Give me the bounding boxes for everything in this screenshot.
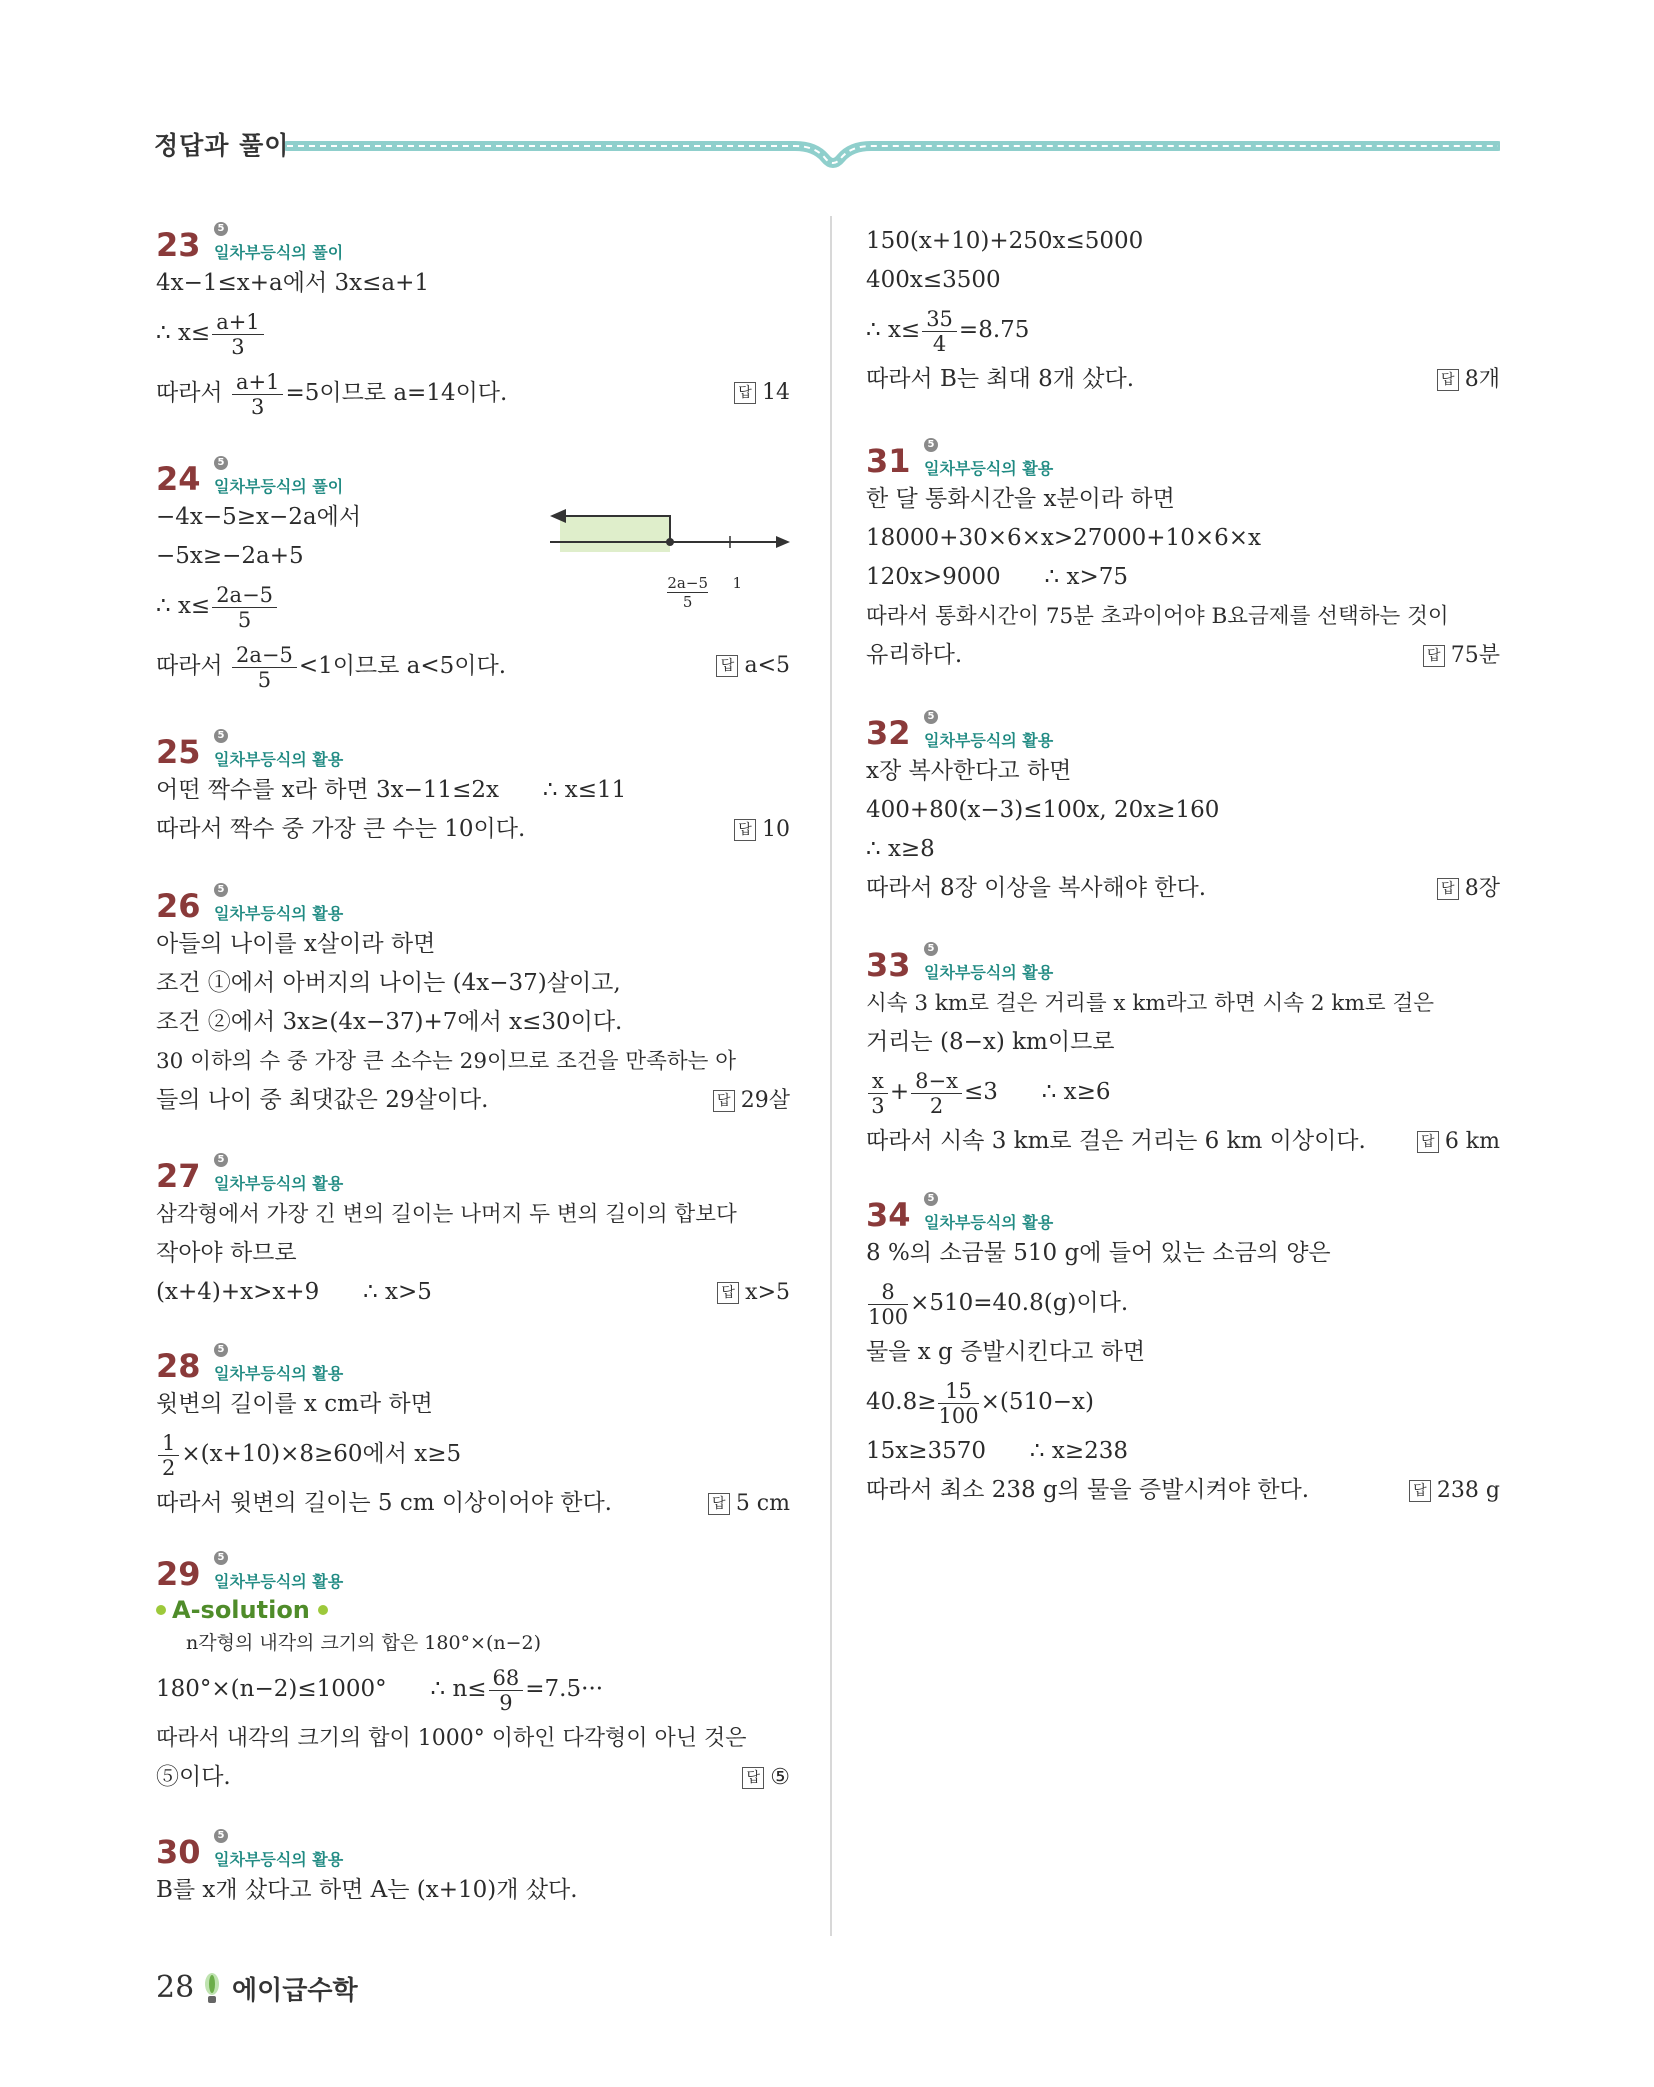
- answer-value: ⑤: [770, 1765, 790, 1790]
- solution-line: 따라서 내각의 크기의 합이 1000° 이하인 다각형이 아닌 것은: [156, 1726, 747, 1751]
- problem-23: [156, 222, 790, 422]
- denominator: 4: [932, 331, 947, 356]
- solution-line: [866, 1372, 1500, 1432]
- left-column: [156, 222, 790, 1919]
- problem-28: [156, 1343, 790, 1523]
- numerator: 2a−5: [667, 574, 708, 592]
- problem-33: [866, 942, 1500, 1164]
- answer-mark-icon: 답: [1409, 1480, 1431, 1502]
- bullet-icon: [156, 1605, 166, 1615]
- denominator: 5: [257, 667, 272, 692]
- text: 따라서 B는 최대 8개 샀다.: [866, 366, 1135, 392]
- answer: [734, 810, 790, 849]
- solution-line: [156, 1484, 790, 1523]
- solution-line: [866, 636, 1500, 675]
- fraction: [868, 1280, 908, 1329]
- problem-topic: 일차부등식의 활용: [924, 731, 1054, 750]
- text: 따라서: [156, 380, 223, 406]
- solution-line: x장 복사한다고 하면: [866, 758, 1072, 784]
- solution-line: [866, 1062, 1500, 1122]
- text: 따라서 8장 이상을 복사해야 한다.: [866, 875, 1207, 901]
- text: (x+4)+x>x+9 ∴ x>5: [156, 1279, 432, 1305]
- numerator: 15: [938, 1379, 978, 1404]
- problem-number: 26: [156, 887, 201, 925]
- answer-value: 10: [762, 817, 790, 842]
- problem-31: [866, 438, 1500, 678]
- solution-line: 150(x+10)+250x≤5000: [866, 228, 1144, 254]
- text: ∴ x≤: [156, 320, 211, 346]
- answer-value: a<5: [744, 653, 790, 678]
- answer-mark-icon: 답: [716, 655, 738, 677]
- solution-line: 물을 x g 증발시킨다고 하면: [866, 1339, 1146, 1365]
- problem-27: [156, 1153, 790, 1315]
- answer: [734, 363, 790, 423]
- solution-line: [156, 1081, 790, 1120]
- answer: [1437, 869, 1500, 908]
- fraction: [212, 310, 263, 359]
- problem-number: 31: [866, 442, 911, 480]
- answer: [713, 1081, 790, 1120]
- page-header-title: 정답과 풀이: [154, 131, 290, 160]
- solution-line: 120x>9000 ∴ x>75: [866, 564, 1128, 590]
- level-badge: 5: [924, 942, 938, 956]
- solution-line: [156, 1758, 790, 1797]
- problem-25: [156, 729, 790, 849]
- text: =5이므로 a=14이다.: [285, 380, 508, 406]
- numerator: 68: [489, 1666, 524, 1691]
- answer: [717, 1273, 790, 1312]
- answer-mark-icon: 답: [1437, 369, 1459, 391]
- fraction: [158, 1431, 179, 1480]
- denominator: 100: [868, 1304, 909, 1329]
- text: 들의 나이 중 최댓값은 29살이다.: [156, 1087, 489, 1113]
- level-badge: 5: [924, 438, 938, 452]
- brand-logo: 에이급수학: [232, 1976, 358, 2006]
- solution-line: [866, 869, 1500, 908]
- solution-line: −5x≥−2a+5: [156, 543, 304, 569]
- answer-mark-icon: 답: [1423, 645, 1445, 667]
- text: 따라서 시속 3 km로 걸은 거리는 6 km 이상이다.: [866, 1128, 1366, 1154]
- problem-26: [156, 883, 790, 1123]
- text: +: [889, 1079, 910, 1105]
- problem-topic: 일차부등식의 활용: [214, 1174, 344, 1193]
- text: 따라서 짝수 중 가장 큰 수는 10이다.: [156, 816, 526, 842]
- problem-number: 28: [156, 1347, 201, 1385]
- fraction: [232, 643, 297, 692]
- fraction: [922, 307, 957, 356]
- column-divider: [830, 216, 832, 1936]
- numerator: 2a−5: [212, 583, 277, 608]
- numerator: 1: [158, 1431, 179, 1456]
- numerator: x: [868, 1069, 888, 1094]
- page-number: 28: [156, 1970, 195, 2005]
- problem-topic: 일차부등식의 활용: [214, 904, 344, 923]
- fraction: [232, 370, 283, 419]
- answer-mark-icon: 답: [713, 1090, 735, 1112]
- problem-topic: 일차부등식의 활용: [214, 1364, 344, 1383]
- solution-line: [156, 636, 790, 696]
- solution-line: 조건 ②에서 3x≥(4x−37)+7에서 x≤30이다.: [156, 1009, 623, 1035]
- solution-line: 윗변의 길이를 x cm라 하면: [156, 1391, 433, 1417]
- text: ×(x+10)×8≥60에서 x≥5: [181, 1441, 462, 1467]
- fraction: [489, 1666, 524, 1715]
- problem-number: 33: [866, 946, 911, 984]
- answer-value: 5 cm: [735, 1491, 790, 1516]
- solution-line: [156, 576, 790, 636]
- denominator: 2: [929, 1093, 944, 1118]
- solution-line: 18000+30×6×x>27000+10×6×x: [866, 525, 1261, 551]
- denominator: 5: [682, 593, 693, 611]
- answer-mark-icon: 답: [717, 1282, 739, 1304]
- solution-line: [866, 300, 1500, 360]
- solution-line: 조건 ①에서 아버지의 나이는 (4x−37)살이고,: [156, 970, 621, 996]
- answer-mark-icon: 답: [1437, 878, 1459, 900]
- answer: [1417, 1122, 1500, 1161]
- numerator: 2a−5: [232, 643, 297, 668]
- lightbulb-icon: [198, 1970, 226, 2006]
- numerator: 8−x: [911, 1069, 962, 1094]
- numerator: 8: [868, 1280, 908, 1305]
- problem-30: [156, 1829, 790, 1919]
- denominator: 2: [162, 1455, 176, 1480]
- level-badge: 5: [214, 1551, 228, 1565]
- denominator: 5: [237, 607, 252, 632]
- solution-line: [866, 1273, 1500, 1333]
- solution-line: [866, 360, 1500, 399]
- right-column: [866, 222, 1500, 1512]
- fraction: [911, 1069, 962, 1118]
- level-badge: 5: [214, 729, 228, 743]
- solution-line: 400+80(x−3)≤100x, 20x≥160: [866, 797, 1220, 823]
- fraction: [938, 1379, 978, 1428]
- answer: [1437, 360, 1500, 399]
- solution-line: −4x−5≥x−2a에서: [156, 504, 362, 530]
- solution-line: 시속 3 km로 걸은 거리를 x km라고 하면 시속 2 km로 걸은: [866, 991, 1434, 1016]
- denominator: 100: [938, 1403, 979, 1428]
- solution-line: 4x−1≤x+a에서 3x≤a+1: [156, 270, 429, 296]
- answer-mark-icon: 답: [708, 1493, 730, 1515]
- solution-line: [156, 810, 790, 849]
- solution-line: B를 x개 샀다고 하면 A는 (x+10)개 샀다.: [156, 1877, 578, 1903]
- problem-topic: 일차부등식의 풀이: [214, 477, 344, 496]
- solution-line: [156, 1424, 790, 1484]
- problem-29: [156, 1551, 790, 1801]
- solution-line: 거리는 (8−x) km이므로: [866, 1029, 1115, 1055]
- solution-line: 400x≤3500: [866, 267, 1001, 293]
- answer-mark-icon: 답: [1417, 1131, 1439, 1153]
- numerator: a+1: [212, 310, 263, 335]
- problem-number: 34: [866, 1196, 911, 1234]
- numerator: 35: [922, 307, 957, 332]
- solution-line: [156, 1273, 790, 1312]
- numerator: a+1: [232, 370, 283, 395]
- text: ⑤이다.: [156, 1764, 231, 1790]
- solution-line: 8 %의 소금물 510 g에 들어 있는 소금의 양은: [866, 1240, 1331, 1266]
- text: 따라서 최소 238 g의 물을 증발시켜야 한다.: [866, 1477, 1310, 1503]
- denominator: 3: [231, 334, 245, 359]
- problem-number: 27: [156, 1157, 201, 1195]
- denominator: 3: [251, 394, 265, 419]
- answer-value: 8개: [1464, 367, 1500, 392]
- problem-topic: 일차부등식의 활용: [924, 459, 1054, 478]
- solution-line: 따라서 통화시간이 75분 초과이어야 B요금제를 선택하는 것이: [866, 604, 1449, 629]
- answer-value: 29살: [740, 1088, 790, 1113]
- problem-number: 30: [156, 1833, 201, 1871]
- problem-number: 23: [156, 226, 201, 264]
- solution-line: 작아야 하므로: [156, 1240, 297, 1266]
- solution-line: 아들의 나이를 x살이라 하면: [156, 931, 436, 957]
- text: 180°×(n−2)≤1000° ∴ n≤: [156, 1676, 487, 1702]
- text: A-solution: [172, 1596, 310, 1624]
- text: ∴ x≤: [866, 317, 921, 343]
- text: ≤3 ∴ x≥6: [963, 1079, 1111, 1105]
- text: ∴ x≤: [156, 593, 211, 619]
- level-badge: 5: [214, 222, 228, 236]
- denominator: 9: [499, 1690, 513, 1715]
- number-line-label: 1: [732, 574, 742, 592]
- solution-line: 어떤 짝수를 x라 하면 3x−11≤2x ∴ x≤11: [156, 777, 627, 803]
- text: ×510=40.8(g)이다.: [910, 1290, 1129, 1316]
- level-badge: 5: [214, 1153, 228, 1167]
- solution-line: ∴ x≥8: [866, 836, 935, 862]
- solution-line: [156, 1659, 790, 1719]
- answer-mark-icon: 답: [734, 819, 756, 841]
- solution-line: [866, 1122, 1500, 1161]
- answer-value: 6 km: [1444, 1129, 1500, 1154]
- answer: [742, 1758, 790, 1797]
- level-badge: 5: [214, 1343, 228, 1357]
- text: 40.8≥: [866, 1389, 937, 1415]
- bullet-icon: [318, 1605, 328, 1615]
- answer-value: 8장: [1464, 876, 1500, 901]
- text: =8.75: [958, 317, 1030, 343]
- answer: [1423, 636, 1500, 675]
- problem-topic: 일차부등식의 활용: [924, 1213, 1054, 1232]
- answer-value: 14: [762, 380, 790, 405]
- problem-number: 25: [156, 733, 201, 771]
- problem-24: [156, 456, 790, 701]
- level-badge: 5: [924, 710, 938, 724]
- level-badge: 5: [924, 1192, 938, 1206]
- answer: [708, 1484, 790, 1523]
- fraction: [212, 583, 277, 632]
- answer: [716, 636, 790, 696]
- text: ×(510−x): [980, 1389, 1094, 1415]
- problem-32: [866, 710, 1500, 908]
- fraction: [868, 1069, 888, 1118]
- level-badge: 5: [214, 456, 228, 470]
- solution-line: 한 달 통화시간을 x분이라 하면: [866, 486, 1175, 512]
- solution-line: 30 이하의 수 중 가장 큰 소수는 29이므로 조건을 만족하는 아: [156, 1049, 736, 1074]
- solution-line: [156, 303, 790, 363]
- answer-value: x>5: [745, 1280, 790, 1305]
- text: <1이므로 a<5이다.: [298, 653, 507, 679]
- problem-34: [866, 1192, 1500, 1512]
- answer-value: 238 g: [1436, 1478, 1500, 1503]
- a-solution-label: [156, 1593, 790, 1627]
- problem-30-continued: [866, 222, 1500, 402]
- answer-mark-icon: 답: [742, 1767, 764, 1789]
- level-badge: 5: [214, 883, 228, 897]
- problem-topic: 일차부등식의 활용: [924, 963, 1054, 982]
- a-solution-hint: n각형의 내각의 크기의 합은 180°×(n−2): [186, 1632, 542, 1654]
- answer-value: 75분: [1450, 643, 1500, 668]
- problem-topic: 일차부등식의 활용: [214, 1850, 344, 1869]
- problem-number: 24: [156, 460, 201, 498]
- problem-number: 32: [866, 714, 911, 752]
- solution-line: 삼각형에서 가장 긴 변의 길이는 나머지 두 변의 길이의 합보다: [156, 1202, 737, 1227]
- level-badge: 5: [214, 1829, 228, 1843]
- problem-number: 29: [156, 1555, 201, 1593]
- solution-line: [156, 363, 790, 423]
- text: 유리하다.: [866, 642, 963, 668]
- answer: [1409, 1471, 1500, 1510]
- solution-line: 15x≥3570 ∴ x≥238: [866, 1438, 1128, 1464]
- text: 따라서: [156, 653, 223, 679]
- header-decorative-line: [285, 128, 1500, 178]
- denominator: 3: [871, 1093, 885, 1118]
- solution-line: [866, 1471, 1500, 1510]
- problem-topic: 일차부등식의 활용: [214, 1572, 344, 1591]
- text: =7.5···: [525, 1676, 604, 1702]
- problem-topic: 일차부등식의 풀이: [214, 243, 344, 262]
- answer-mark-icon: 답: [734, 382, 756, 404]
- text: 따라서 윗변의 길이는 5 cm 이상이어야 한다.: [156, 1490, 612, 1516]
- problem-topic: 일차부등식의 활용: [214, 750, 344, 769]
